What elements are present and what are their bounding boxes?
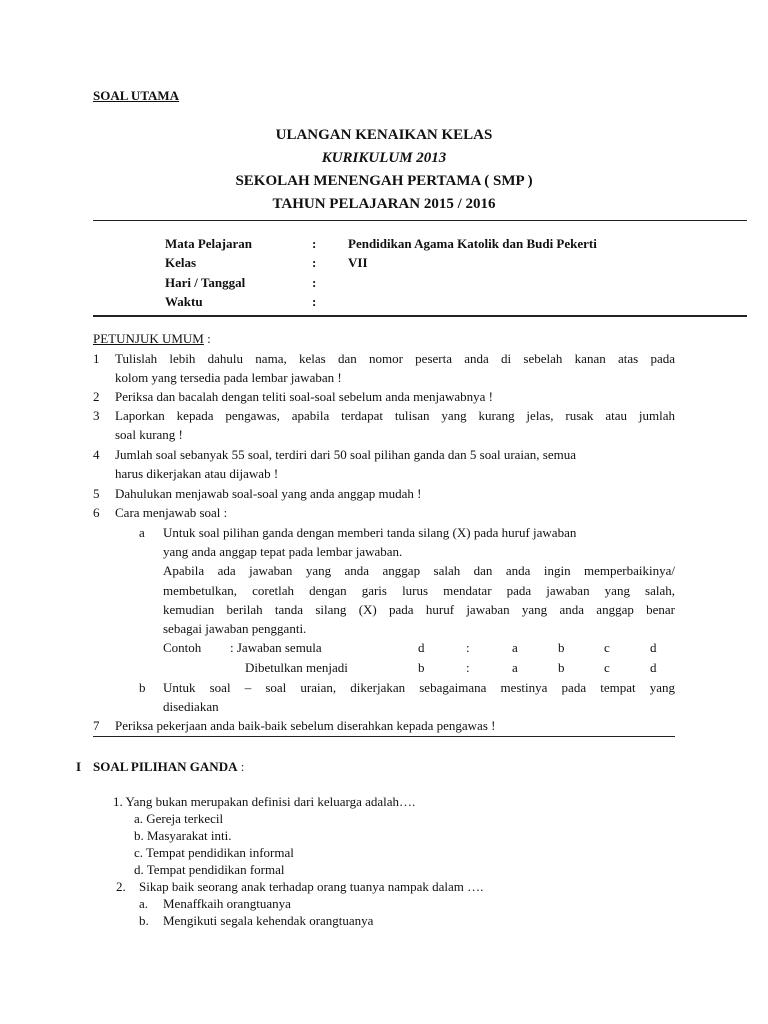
sub-text: kemudian berilah tanda silang (X) pada huruf jawaban yang anda anggap benar — [163, 602, 675, 617]
question-2-option-text: Menaffkaih orangtuanya — [163, 896, 291, 911]
petunjuk-divider — [93, 736, 675, 737]
soal-utama-label: SOAL UTAMA — [93, 88, 180, 103]
sub-letter: b — [139, 680, 146, 695]
title-tahun: TAHUN PELAJARAN 2015 / 2016 — [272, 196, 496, 212]
title-sekolah: SEKOLAH MENENGAH PERTAMA ( SMP ) — [235, 173, 533, 189]
info-sep: : — [312, 294, 317, 309]
sub-text: membetulkan, coretlah dengan garis lurus mendatar pada jawaban yang salah, — [163, 583, 675, 598]
question-1-option: b. Masyarakat inti. — [134, 828, 232, 843]
item-number: 2 — [93, 389, 100, 404]
contoh-sep: : — [466, 660, 470, 675]
header-divider — [93, 220, 747, 221]
section-roman: I — [76, 759, 82, 774]
sub-text: sebagai jawaban pengganti. — [163, 621, 307, 636]
contoh-option: d — [650, 640, 657, 655]
contoh-option: c — [604, 660, 610, 675]
question-2-text: Sikap baik seorang anak terhadap orang tuanya nampak dalam …. — [139, 879, 484, 894]
sub-text: Apabila ada jawaban yang anda anggap salah dan anda ingin memperbaikinya/ — [163, 563, 675, 578]
item-text: Cara menjawab soal : — [115, 505, 228, 520]
sub-text: yang anda anggap tepat pada lembar jawaban. — [163, 544, 403, 559]
contoh-option: b — [558, 640, 565, 655]
contoh-answer: b — [418, 660, 425, 675]
contoh-sep: : — [466, 640, 470, 655]
info-label: Kelas — [165, 255, 197, 270]
item-text: Periksa dan bacalah dengan teliti soal-soal sebelum anda menjawabnya ! — [115, 389, 493, 404]
info-label: Waktu — [165, 294, 203, 309]
sub-letter: a — [139, 525, 145, 540]
question-1-option: d. Tempat pendidikan formal — [134, 862, 285, 877]
item-number: 3 — [93, 408, 100, 423]
item-number: 5 — [93, 486, 100, 501]
question-2-number: 2. — [116, 879, 126, 894]
contoh-option: c — [604, 640, 610, 655]
item-text: Dahulukan menjawab soal-soal yang anda anggap mudah ! — [115, 486, 422, 501]
sub-text: Untuk soal – soal uraian, dikerjakan sebagaimana mestinya pada tempat yang — [163, 680, 675, 695]
info-value: Pendidikan Agama Katolik dan Budi Pekerti — [348, 236, 597, 251]
item-text: Jumlah soal sebanyak 55 soal, terdiri dari 50 soal pilihan ganda dan 5 soal uraian, semua — [115, 447, 577, 462]
contoh-option: b — [558, 660, 565, 675]
contoh-answer: d — [418, 640, 425, 655]
item-number: 4 — [93, 447, 100, 462]
item-text: Tulislah lebih dahulu nama, kelas dan nomor peserta anda di sebelah kanan atas pada — [115, 351, 675, 366]
info-value: VII — [348, 255, 368, 270]
item-number: 1 — [93, 351, 100, 366]
item-text: Laporkan kepada pengawas, apabila terdapat tulisan yang kurang jelas, rusak atau jumlah — [115, 408, 675, 423]
section-title: SOAL PILIHAN GANDA — [93, 759, 238, 774]
section-heading — [93, 759, 244, 775]
petunjuk-heading-colon: : — [203, 331, 211, 346]
contoh-row-label: Dibetulkan menjadi — [245, 660, 348, 675]
item-text: soal kurang ! — [115, 427, 183, 442]
info-label: Hari / Tanggal — [165, 275, 246, 290]
info-sep: : — [312, 275, 317, 290]
contoh-option: d — [650, 660, 657, 675]
info-divider — [93, 315, 747, 317]
sub-text: disediakan — [163, 699, 219, 714]
info-label: Mata Pelajaran — [165, 236, 253, 251]
question-1-option: a. Gereja terkecil — [134, 811, 224, 826]
section-colon: : — [237, 759, 245, 774]
contoh-label: Contoh — [163, 640, 202, 655]
question-2-option-text: Mengikuti segala kehendak orangtuanya — [163, 913, 374, 928]
item-text: Periksa pekerjaan anda baik-baik sebelum diserahkan kepada pengawas ! — [115, 718, 496, 733]
contoh-option: a — [512, 660, 518, 675]
title-kurikulum: KURIKULUM 2013 — [321, 150, 447, 166]
item-number: 7 — [93, 718, 100, 733]
question-1-option: c. Tempat pendidikan informal — [134, 845, 294, 860]
item-number: 6 — [93, 505, 100, 520]
contoh-row-label: : Jawaban semula — [230, 640, 322, 655]
item-text: kolom yang tersedia pada lembar jawaban ! — [115, 370, 342, 385]
question-1-text: 1. Yang bukan merupakan definisi dari keluarga adalah…. — [113, 794, 416, 809]
title-ulangan: ULANGAN KENAIKAN KELAS — [275, 127, 493, 143]
info-sep: : — [312, 255, 317, 270]
contoh-option: a — [512, 640, 518, 655]
question-2-option-letter: a. — [139, 896, 149, 911]
info-sep: : — [312, 236, 317, 251]
question-2-option-letter: b. — [139, 913, 149, 928]
petunjuk-heading-text: PETUNJUK UMUM — [93, 331, 204, 346]
item-text: harus dikerjakan atau dijawab ! — [115, 466, 279, 481]
petunjuk-heading — [93, 331, 211, 347]
sub-text: Untuk soal pilihan ganda dengan memberi tanda silang (X) pada huruf jawaban — [163, 525, 577, 540]
